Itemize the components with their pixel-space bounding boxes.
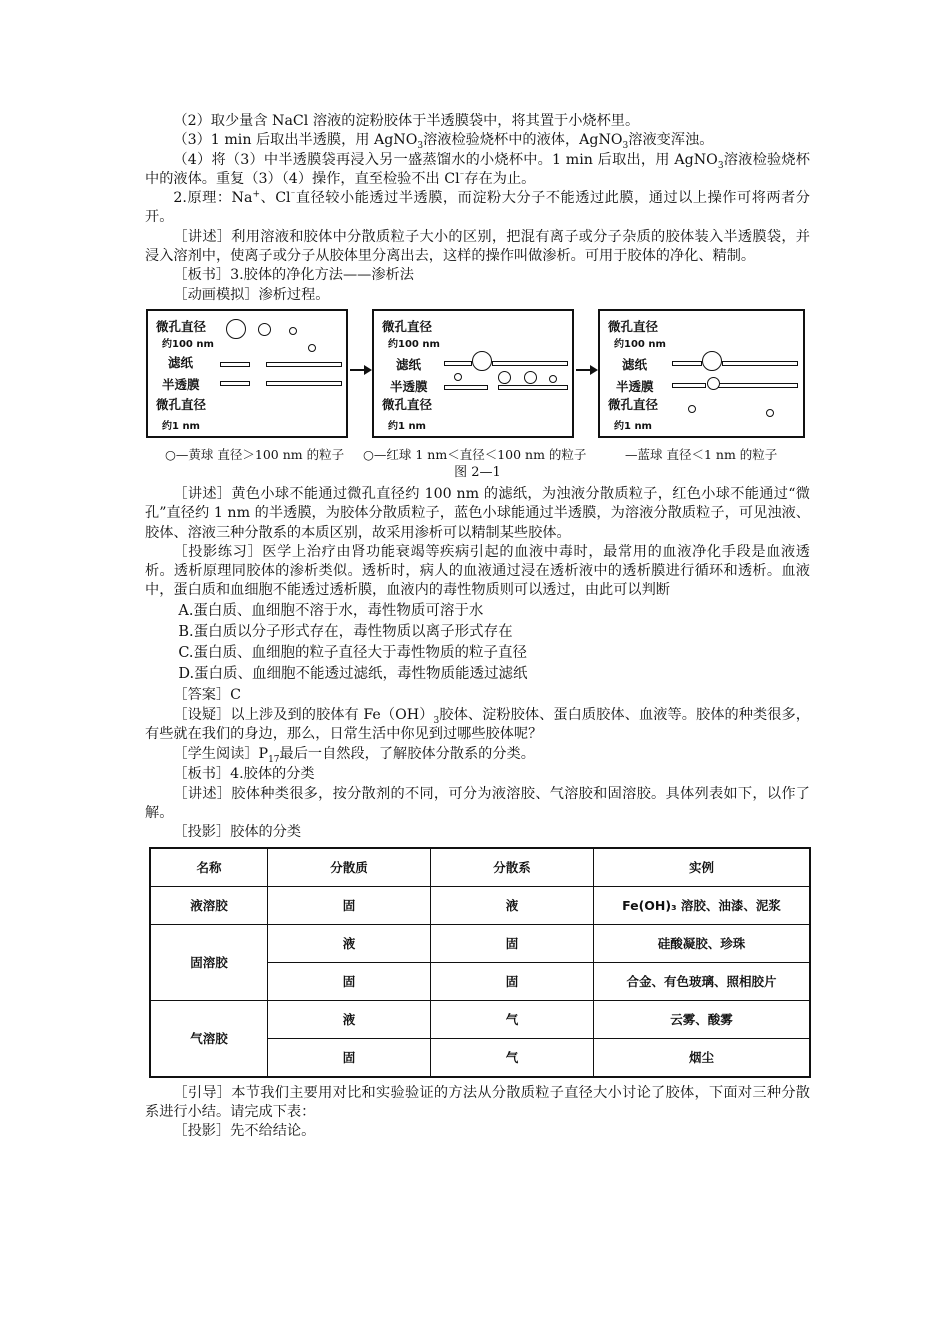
pore-large-label: 微孔直径 bbox=[382, 318, 433, 334]
pore-small-label: 微孔直径 bbox=[156, 396, 207, 412]
membrane bbox=[672, 383, 706, 388]
table-cell: 气 bbox=[431, 1038, 594, 1077]
option-c: C.蛋白质、血细胞的粒子直径大于毒性物质的粒子直径 bbox=[178, 644, 528, 661]
filter-paper bbox=[444, 361, 472, 366]
yellow-ball bbox=[702, 351, 722, 371]
figure-panel-2 bbox=[372, 309, 574, 438]
filter-paper bbox=[266, 362, 342, 367]
blue-ball bbox=[454, 373, 462, 381]
filter-paper bbox=[220, 362, 250, 367]
paragraph bbox=[145, 744, 810, 765]
paragraph bbox=[145, 706, 810, 745]
arrow-icon bbox=[350, 369, 366, 371]
membrane bbox=[220, 381, 250, 386]
option-a: A.蛋白质、血细胞不溶于水，毒性物质可溶于水 bbox=[178, 602, 484, 619]
blue-ball bbox=[549, 375, 557, 383]
text: （4）将（3）中半透膜袋再浸入另一盛蒸馏水的小烧杯中。1 min 后取出，用 AgNO bbox=[173, 151, 718, 168]
pore-large-size: 约100 nm bbox=[162, 338, 214, 350]
blue-ball bbox=[688, 405, 696, 413]
table-row bbox=[150, 924, 810, 962]
paragraph: ［投影］胶体的分类 bbox=[173, 824, 302, 841]
arrow-icon bbox=[576, 369, 592, 371]
legend-blue: —蓝球 直径＜1 nm 的粒子 bbox=[625, 446, 778, 462]
table-cell: 气 bbox=[431, 1000, 594, 1038]
membrane bbox=[266, 381, 342, 386]
paragraph: ［讲述］黄色小球不能通过微孔直径约 100 nm 的滤纸，为浊液分散质粒子，红色小球不能通过“微孔”直径约 1 nm 的半透膜，为胶体分散质粒子，蓝色小球能通过半透膜，为溶液分散质粒子，可见浊液、胶体、溶液三种分散系的本质区别，故采用渗析可以精制某些胶体。 bbox=[145, 485, 810, 541]
filter-label: 滤纸 bbox=[168, 354, 194, 370]
subscript: 17 bbox=[268, 755, 280, 766]
text: 溶液变浑浊。 bbox=[628, 132, 714, 149]
paragraph: ［讲述］利用溶液和胶体中分散质粒子大小的区别，把混有离子或分子杂质的胶体装入半透膜袋，并浸入溶剂中，使离子或分子从胶体里分离出去，这样的操作叫做渗析。可用于胶体的净化、精制。 bbox=[145, 228, 810, 265]
table-cell: 固 bbox=[431, 962, 594, 1000]
pore-large-label: 微孔直径 bbox=[608, 318, 659, 334]
pore-small-size: 约1 nm bbox=[614, 420, 652, 432]
dialysis-figure bbox=[145, 309, 810, 480]
table-cell: 固溶胶 bbox=[150, 924, 268, 1000]
red-ball bbox=[498, 371, 511, 384]
membrane bbox=[718, 383, 798, 388]
table-header: 实例 bbox=[594, 848, 811, 887]
table-cell: 云雾、酸雾 bbox=[594, 1000, 811, 1038]
membrane-label: 半透膜 bbox=[162, 376, 200, 392]
table-cell: 固 bbox=[268, 886, 431, 924]
subscript: 3 bbox=[417, 141, 424, 152]
text: 胶体、淀粉胶体、蛋白质胶体、血液等。胶体的种类很多，有些就在我们的身边，那么，日常生活中你见到过哪些胶体呢？ bbox=[145, 706, 810, 743]
subscript: 3 bbox=[717, 160, 724, 171]
subscript: 3 bbox=[622, 141, 629, 152]
legend-red: ○—红球 1 nm＜直径＜100 nm 的粒子 bbox=[363, 446, 587, 462]
table-cell: 液 bbox=[431, 886, 594, 924]
text: ［设疑］以上涉及到的胶体有 Fe（OH） bbox=[173, 706, 434, 723]
figure-caption bbox=[145, 461, 810, 480]
paragraph: ［板书］4.胶体的分类 bbox=[173, 766, 315, 783]
pore-small-size: 约1 nm bbox=[162, 420, 200, 432]
table-row bbox=[150, 886, 810, 924]
filter-label: 滤纸 bbox=[396, 356, 422, 372]
table-cell: 气溶胶 bbox=[150, 1000, 268, 1077]
text: 溶液检验烧杯中的液体。重复（3）（4）操作，直至检验不出 Cl bbox=[145, 151, 810, 187]
table-cell: 液 bbox=[268, 924, 431, 962]
yellow-ball bbox=[472, 351, 492, 371]
membrane bbox=[444, 385, 488, 390]
table-cell: 硅酸凝胶、珍珠 bbox=[594, 924, 811, 962]
paragraph bbox=[145, 151, 810, 190]
superscript: ⁻ bbox=[290, 189, 296, 200]
text: 存在为止。 bbox=[464, 170, 536, 187]
blue-ball bbox=[766, 409, 774, 417]
table-header-row bbox=[150, 848, 810, 887]
filter-paper bbox=[492, 361, 568, 366]
filter-paper bbox=[722, 361, 798, 366]
text: 2.原理：Na bbox=[173, 190, 253, 207]
text: 最后一自然段，了解胶体分散系的分类。 bbox=[279, 746, 535, 763]
option-b: B.蛋白质以分子形式存在，毒性物质以离子形式存在 bbox=[178, 623, 513, 640]
text: ［学生阅读］P bbox=[173, 746, 269, 763]
filter-paper bbox=[672, 361, 702, 366]
pore-large-size: 约100 nm bbox=[388, 338, 440, 350]
legend-yellow: ○—黄球 直径＞100 nm 的粒子 bbox=[165, 446, 345, 462]
table-header: 分散系 bbox=[431, 848, 594, 887]
pore-small-label: 微孔直径 bbox=[608, 396, 659, 412]
yellow-ball bbox=[226, 319, 246, 339]
pore-small-size: 约1 nm bbox=[388, 420, 426, 432]
filter-label: 滤纸 bbox=[622, 356, 648, 372]
table-header: 分散质 bbox=[268, 848, 431, 887]
table-cell: 固 bbox=[431, 924, 594, 962]
paragraph: ［答案］C bbox=[173, 686, 241, 703]
red-ball bbox=[707, 377, 720, 390]
text: 直径较小能透过半透膜，而淀粉大分子不能透过此膜，通过以上操作可将两者分开。 bbox=[145, 190, 810, 226]
red-ball bbox=[524, 371, 537, 384]
text: 溶液检验烧杯中的液体，AgNO bbox=[423, 132, 623, 149]
superscript: ⁻ bbox=[459, 170, 465, 181]
superscript: + bbox=[252, 189, 260, 200]
table-cell: 烟尘 bbox=[594, 1038, 811, 1077]
blue-ball bbox=[308, 344, 316, 352]
paragraph bbox=[145, 131, 810, 150]
blue-ball bbox=[289, 327, 297, 335]
membrane-label: 半透膜 bbox=[390, 378, 428, 394]
pore-large-label: 微孔直径 bbox=[156, 318, 207, 334]
membrane-label: 半透膜 bbox=[616, 378, 654, 394]
table-header: 名称 bbox=[150, 848, 268, 887]
colloid-classification-table bbox=[149, 847, 811, 1078]
text: （3）1 min 后取出半透膜，用 AgNO bbox=[173, 132, 418, 149]
table-cell: 液 bbox=[268, 1000, 431, 1038]
table-cell: Fe(OH)₃ 溶胶、油漆、泥浆 bbox=[594, 886, 811, 924]
table-row bbox=[150, 1000, 810, 1038]
figure-panel-3 bbox=[598, 309, 805, 438]
table-cell: 合金、有色玻璃、照相胶片 bbox=[594, 962, 811, 1000]
red-ball bbox=[258, 323, 271, 336]
paragraph bbox=[145, 189, 810, 228]
caption-text: 图 2—1 bbox=[454, 464, 501, 480]
option-d: D.蛋白质、血细胞不能透过滤纸，毒性物质能透过滤纸 bbox=[178, 665, 528, 682]
paragraph: ［投影练习］医学上治疗由肾功能衰竭等疾病引起的血液中毒时，最常用的血液净化手段是血液透析。透析原理同胶体的渗析类似。透析时，病人的血液通过浸在透析液中的透析膜进行循环和透析。血液中，蛋白质和血细胞不能透过透析膜，血液内的毒性物质则可以透过，由此可以判断 bbox=[145, 543, 810, 599]
table-cell: 液溶胶 bbox=[150, 886, 268, 924]
pore-large-size: 约100 nm bbox=[614, 338, 666, 350]
paragraph: ［引导］本节我们主要用对比和实验验证的方法从分散质粒子直径大小讨论了胶体，下面对三种分散系进行小结。请完成下表： bbox=[145, 1084, 810, 1120]
paragraph: ［讲述］胶体种类很多，按分散剂的不同，可分为液溶胶、气溶胶和固溶胶。具体列表如下，以作了解。 bbox=[145, 785, 810, 821]
table-cell: 固 bbox=[268, 1038, 431, 1077]
table-cell: 固 bbox=[268, 962, 431, 1000]
figure-panel-1 bbox=[146, 309, 348, 438]
document-page bbox=[145, 112, 810, 1141]
text: 、Cl bbox=[259, 190, 291, 207]
paragraph: ［动画模拟］渗析过程。 bbox=[173, 286, 330, 303]
paragraph: （2）取少量含 NaCl 溶液的淀粉胶体于半透膜袋中，将其置于小烧杯里。 bbox=[173, 113, 640, 129]
membrane bbox=[498, 385, 568, 390]
paragraph: ［投影］先不给结论。 bbox=[173, 1123, 316, 1140]
subscript: 3 bbox=[433, 715, 440, 726]
pore-small-label: 微孔直径 bbox=[382, 396, 433, 412]
paragraph: ［板书］3.胶体的净化方法——渗析法 bbox=[173, 267, 414, 284]
